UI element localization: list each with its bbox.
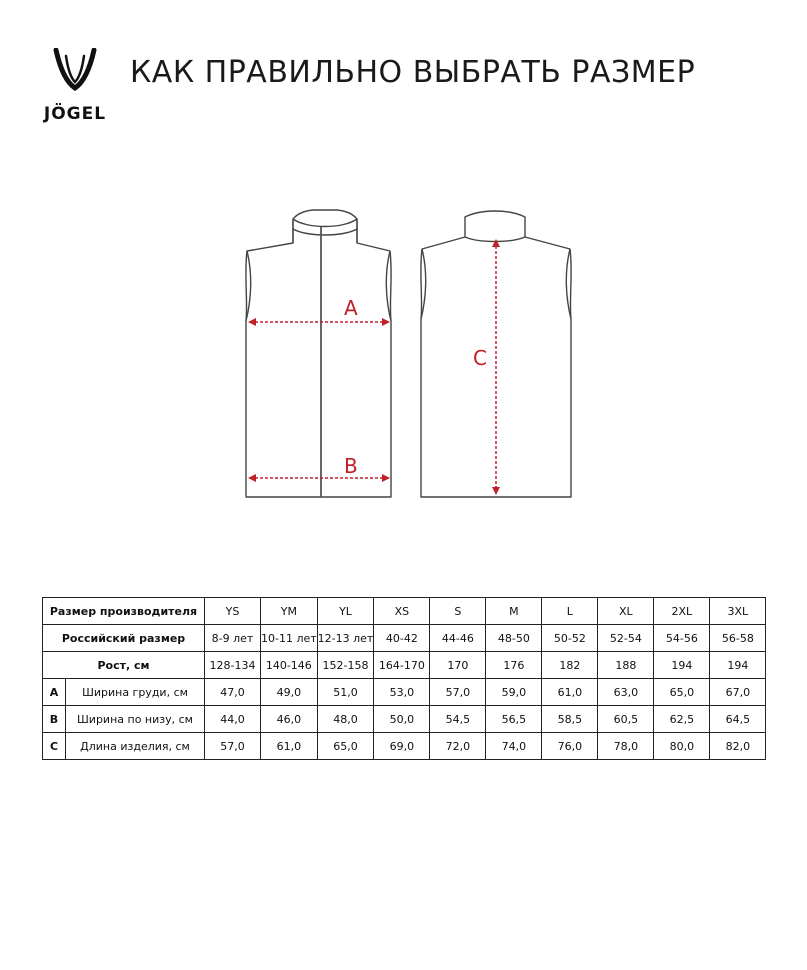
table-cell: 76,0 bbox=[542, 733, 598, 760]
table-cell: 61,0 bbox=[542, 679, 598, 706]
table-cell: 47,0 bbox=[205, 679, 261, 706]
table-row-chest-width bbox=[43, 679, 766, 706]
table-cell: 128-134 bbox=[205, 652, 261, 679]
table-cell: 8-9 лет bbox=[205, 625, 261, 652]
table-cell: XS bbox=[374, 598, 430, 625]
table-cell: 170 bbox=[430, 652, 486, 679]
table-cell: 57,0 bbox=[430, 679, 486, 706]
page-title: КАК ПРАВИЛЬНО ВЫБРАТЬ РАЗМЕР bbox=[130, 55, 696, 90]
table-cell: 152-158 bbox=[317, 652, 374, 679]
table-cell: 82,0 bbox=[710, 733, 766, 760]
table-cell: 51,0 bbox=[317, 679, 374, 706]
table-cell: YL bbox=[317, 598, 374, 625]
table-cell: 72,0 bbox=[430, 733, 486, 760]
table-cell: 56-58 bbox=[710, 625, 766, 652]
table-cell: 2XL bbox=[654, 598, 710, 625]
row-label: Российский размер bbox=[43, 625, 205, 652]
table-cell: 52-54 bbox=[598, 625, 654, 652]
row-label: Размер производителя bbox=[43, 598, 205, 625]
table-cell: 54-56 bbox=[654, 625, 710, 652]
table-row-russian-size bbox=[43, 625, 766, 652]
measure-b-line bbox=[248, 474, 390, 482]
table-cell: XL bbox=[598, 598, 654, 625]
table-cell: 164-170 bbox=[374, 652, 430, 679]
table-row-manufacturer-size bbox=[43, 598, 766, 625]
table-cell: 48,0 bbox=[317, 706, 374, 733]
table-cell: 12-13 лет bbox=[317, 625, 374, 652]
measure-a-line bbox=[248, 318, 390, 326]
table-cell: 194 bbox=[710, 652, 766, 679]
row-label: Ширина груди, см bbox=[66, 679, 205, 706]
row-label: Рост, см bbox=[43, 652, 205, 679]
table-cell: 49,0 bbox=[261, 679, 318, 706]
vest-front-illustration bbox=[246, 210, 391, 497]
row-label: Ширина по низу, см bbox=[66, 706, 205, 733]
logo-mark-icon bbox=[52, 48, 98, 100]
table-cell: 69,0 bbox=[374, 733, 430, 760]
table-cell: 10-11 лет bbox=[261, 625, 318, 652]
table-cell: 78,0 bbox=[598, 733, 654, 760]
table-cell: 61,0 bbox=[261, 733, 318, 760]
table-cell: 40-42 bbox=[374, 625, 430, 652]
table-cell: 64,5 bbox=[710, 706, 766, 733]
logo-text: JÖGEL bbox=[43, 104, 107, 124]
table-cell: YS bbox=[205, 598, 261, 625]
table-cell: 57,0 bbox=[205, 733, 261, 760]
table-cell: 3XL bbox=[710, 598, 766, 625]
table-cell: S bbox=[430, 598, 486, 625]
table-cell: 48-50 bbox=[486, 625, 542, 652]
marker-c: C bbox=[473, 346, 487, 370]
table-cell: YM bbox=[261, 598, 318, 625]
table-cell: 140-146 bbox=[261, 652, 318, 679]
table-cell: 176 bbox=[486, 652, 542, 679]
table-cell: 182 bbox=[542, 652, 598, 679]
table-cell: 188 bbox=[598, 652, 654, 679]
row-code: C bbox=[43, 733, 66, 760]
table-row-height bbox=[43, 652, 766, 679]
table-cell: 56,5 bbox=[486, 706, 542, 733]
table-cell: 54,5 bbox=[430, 706, 486, 733]
table-row-bottom-width bbox=[43, 706, 766, 733]
table-cell: 60,5 bbox=[598, 706, 654, 733]
table-cell: L bbox=[542, 598, 598, 625]
row-code: A bbox=[43, 679, 66, 706]
table-cell: 194 bbox=[654, 652, 710, 679]
table-cell: M bbox=[486, 598, 542, 625]
table-cell: 50,0 bbox=[374, 706, 430, 733]
table-cell: 74,0 bbox=[486, 733, 542, 760]
table-cell: 65,0 bbox=[654, 679, 710, 706]
table-cell: 67,0 bbox=[710, 679, 766, 706]
measure-c-line bbox=[492, 239, 500, 495]
table-cell: 50-52 bbox=[542, 625, 598, 652]
marker-a: A bbox=[344, 296, 358, 320]
table-cell: 53,0 bbox=[374, 679, 430, 706]
table-cell: 44-46 bbox=[430, 625, 486, 652]
table-row-length bbox=[43, 733, 766, 760]
marker-b: B bbox=[344, 454, 358, 478]
vest-diagram bbox=[225, 205, 595, 505]
table-cell: 58,5 bbox=[542, 706, 598, 733]
table-cell: 65,0 bbox=[317, 733, 374, 760]
size-table bbox=[42, 597, 766, 760]
brand-logo bbox=[34, 48, 116, 138]
table-cell: 63,0 bbox=[598, 679, 654, 706]
table-cell: 59,0 bbox=[486, 679, 542, 706]
table-cell: 62,5 bbox=[654, 706, 710, 733]
table-cell: 44,0 bbox=[205, 706, 261, 733]
row-label: Длина изделия, см bbox=[66, 733, 205, 760]
row-code: B bbox=[43, 706, 66, 733]
table-cell: 46,0 bbox=[261, 706, 318, 733]
table-cell: 80,0 bbox=[654, 733, 710, 760]
